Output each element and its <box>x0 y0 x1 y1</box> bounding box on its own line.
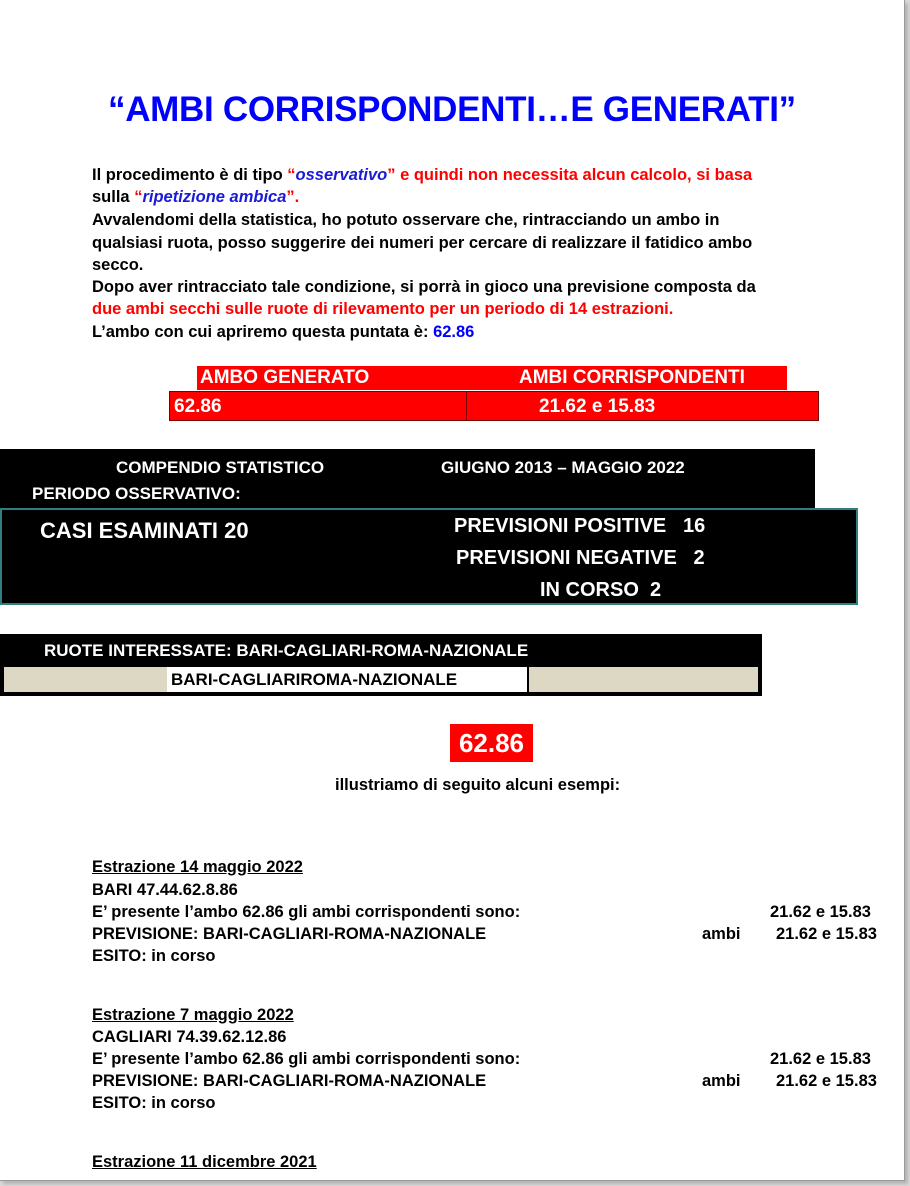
intro-line-7: due ambi secchi sulle ruote di rilevamento per un periodo di 14 estrazioni. <box>92 300 674 318</box>
emphasis-ripetizione: ripetizione ambica <box>142 188 287 206</box>
example-date: Estrazione 11 dicembre 2021 <box>92 1153 317 1171</box>
intro-text: sulla <box>92 188 135 206</box>
previsioni-negative: PREVISIONI NEGATIVE 2 <box>456 547 705 569</box>
compendio-stats <box>0 508 858 605</box>
periodo-label: PERIODO OSSERVATIVO: <box>32 484 241 503</box>
previsioni-positive: PREVISIONI POSITIVE 16 <box>454 515 706 537</box>
example-draw: BARI 47.44.62.8.86 <box>92 881 238 899</box>
ambo-table-row <box>169 391 819 421</box>
intro-line-4: qualsiasi ruota, posso suggerire dei numeri per cercare di realizzare il fatidico ambo <box>92 234 753 252</box>
intro-line-2 <box>92 188 299 207</box>
page-title: “AMBI CORRISPONDENTI…E GENERATI” <box>108 90 796 129</box>
example-previsione-ambi: 21.62 e 15.83 <box>776 925 877 943</box>
example-esito: ESITO: in corso <box>92 947 216 965</box>
intro-line-5: secco. <box>92 256 144 274</box>
compendio-header <box>0 449 815 508</box>
ruote-value-band <box>4 667 758 692</box>
example-date: Estrazione 7 maggio 2022 <box>92 1006 294 1024</box>
emphasis-osservativo: osservativo <box>295 166 388 184</box>
intro-line-1 <box>92 166 752 185</box>
ruote-label: RUOTE INTERESSATE: BARI-CAGLIARI-ROMA-NAZIONALE <box>44 641 529 660</box>
example-presente: E’ presente l’ambo 62.86 gli ambi corrispondenti sono: <box>92 1050 521 1068</box>
quote-mark: ”. <box>286 188 300 206</box>
header-ambo-generato: AMBO GENERATO <box>200 367 370 388</box>
quote-mark: “ <box>287 166 296 184</box>
in-corso: IN CORSO 2 <box>540 579 662 601</box>
ambo-highlight-badge: 62.86 <box>450 724 533 762</box>
example-ambi-label: ambi <box>702 925 741 943</box>
compendio-label: COMPENDIO STATISTICO <box>116 458 325 477</box>
example-ambi: 21.62 e 15.83 <box>770 1050 871 1068</box>
ambi-corrispondenti-value: 21.62 e 15.83 <box>539 396 656 417</box>
example-date: Estrazione 14 maggio 2022 <box>92 858 303 876</box>
compendio-period: GIUGNO 2013 – MAGGIO 2022 <box>441 458 685 477</box>
example-previsione-ambi: 21.62 e 15.83 <box>776 1072 877 1090</box>
example-previsione: PREVISIONE: BARI-CAGLIARI-ROMA-NAZIONALE <box>92 925 487 943</box>
intro-line-8 <box>92 323 474 342</box>
example-draw: CAGLIARI 74.39.62.12.86 <box>92 1028 287 1046</box>
intro-text: ” e quindi non necessita alcun calcolo, si basa <box>387 166 753 184</box>
ruote-value-row <box>0 665 762 696</box>
intro-text: L’ambo con cui apriremo questa puntata è: <box>92 323 434 341</box>
example-esito: ESITO: in corso <box>92 1094 216 1112</box>
example-previsione: PREVISIONE: BARI-CAGLIARI-ROMA-NAZIONALE <box>92 1072 487 1090</box>
ambo-table-header <box>197 366 787 390</box>
esempi-intro: illustriamo di seguito alcuni esempi: <box>335 776 621 794</box>
intro-text: Il procedimento è di tipo <box>92 166 288 184</box>
intro-line-6: Dopo aver rintracciato tale condizione, si porrà in gioco una previsione composta da <box>92 278 756 296</box>
example-ambi: 21.62 e 15.83 <box>770 903 871 921</box>
table-divider <box>466 392 467 420</box>
header-ambi-corrispondenti: AMBI CORRISPONDENTI <box>519 367 745 388</box>
example-ambi-label: ambi <box>702 1072 741 1090</box>
example-presente: E’ presente l’ambo 62.86 gli ambi corrispondenti sono: <box>92 903 521 921</box>
ruote-value: BARI-CAGLIARIROMA-NAZIONALE <box>167 667 529 692</box>
intro-line-3: Avvalendomi della statistica, ho potuto osservare che, rintracciando un ambo in <box>92 211 720 229</box>
casi-esaminati: CASI ESAMINATI 20 <box>40 518 249 543</box>
opening-ambo: 62.86 <box>433 323 475 341</box>
ambo-generato-value: 62.86 <box>174 396 222 417</box>
quote-mark: “ <box>134 188 143 206</box>
ruote-header <box>0 634 762 666</box>
